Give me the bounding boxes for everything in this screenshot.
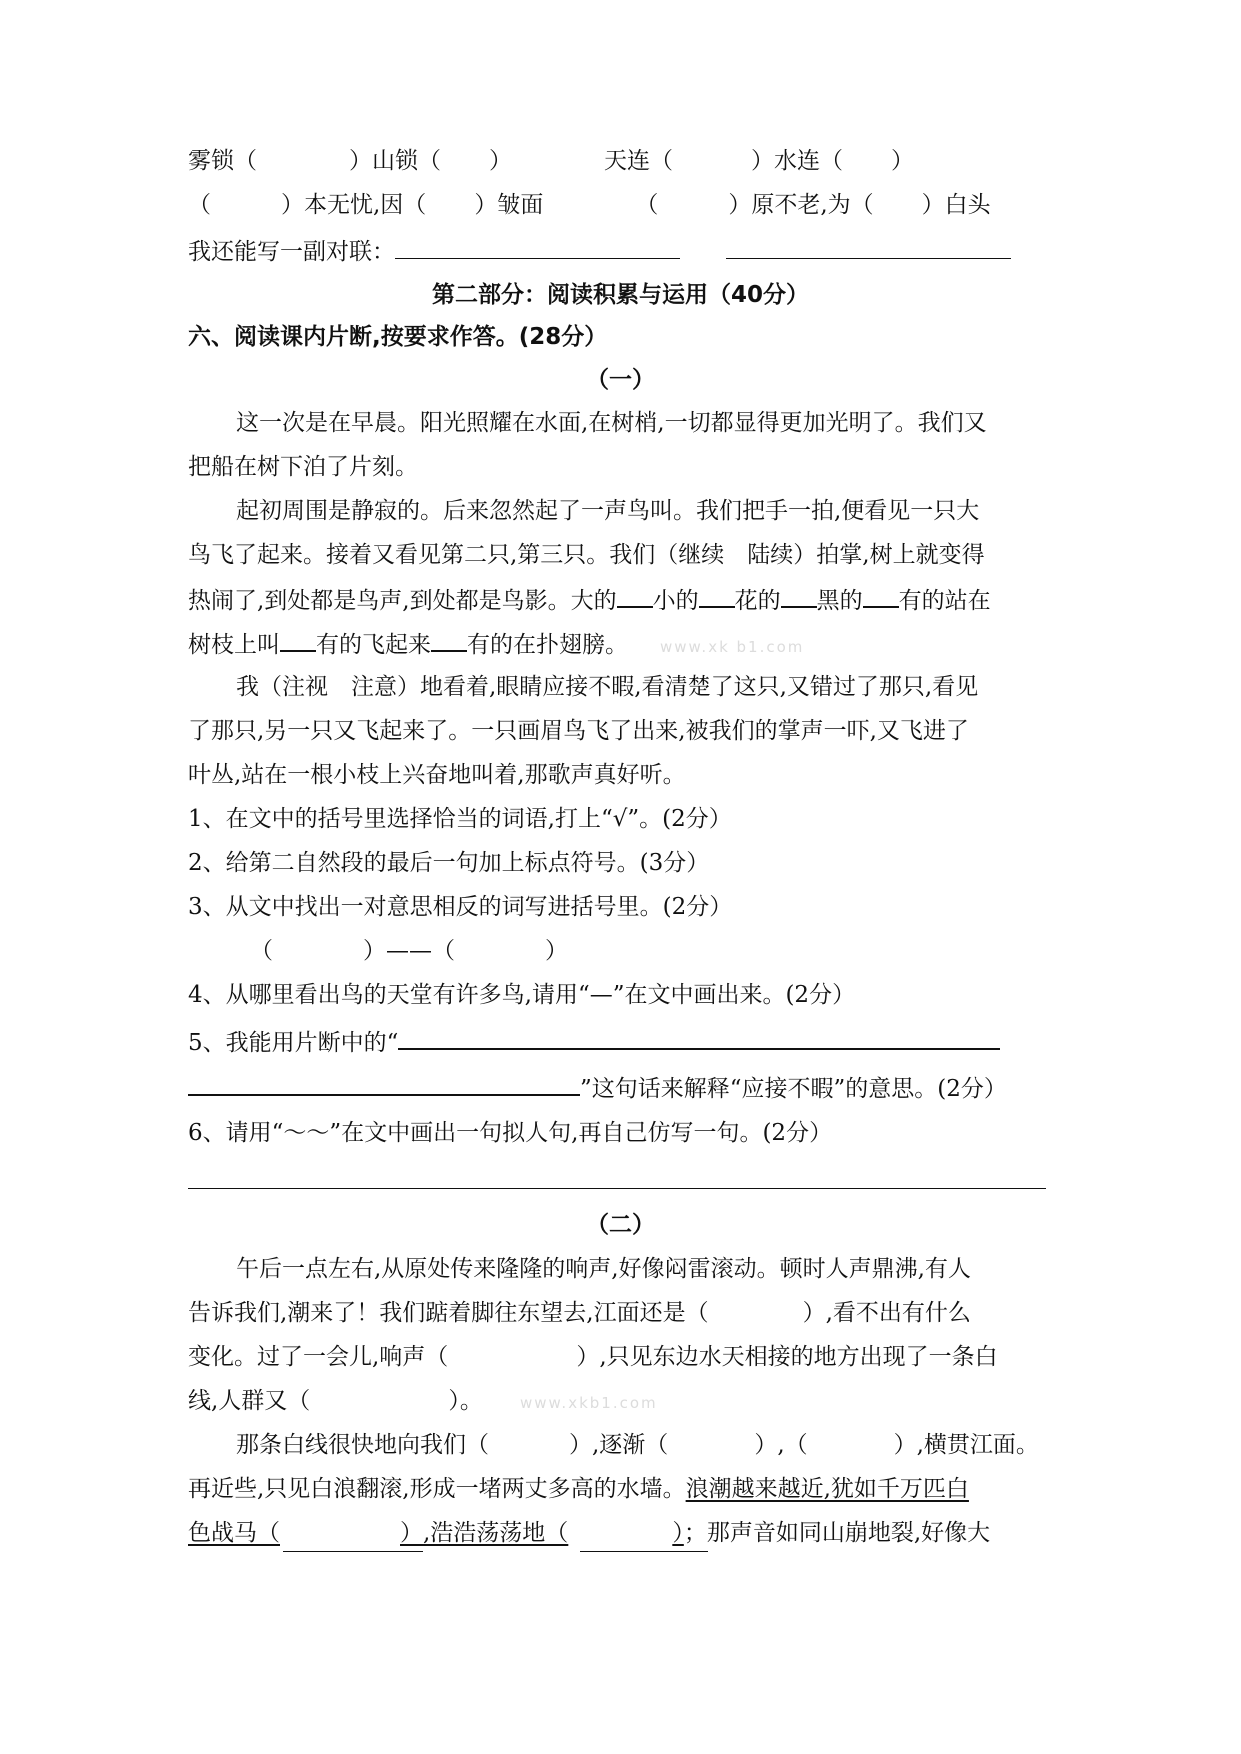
passage-heading: （一） [586,367,655,393]
text: 花的 [734,588,781,614]
text: 5、我能用片断中的“ [188,1030,399,1056]
text: 变化。过了一会儿,响声（ [188,1344,449,1370]
text: ；那声音如同山崩地裂,好像大 [683,1520,991,1546]
paragraph-line [188,1298,971,1328]
text: （ [250,938,273,964]
section-title: 六、阅读课内片断,按要求作答。(28分） [188,324,608,350]
paragraph-line [188,628,628,660]
couplet-line-3 [188,236,1011,267]
text: 色战马（ [188,1520,280,1546]
underlined-text [188,1520,684,1546]
paragraph-line: 这一次是在早晨。阳光照耀在水面,在树梢,一切都显得更加光明了。我们又 [236,410,987,436]
text: ）山锁（ [349,148,441,174]
question-3-blanks [250,936,568,966]
paragraph-line [188,1518,990,1548]
question-3: 3、从文中找出一对意思相反的词写进括号里。(2分） [188,894,733,920]
couplet-line-1 [188,146,914,176]
answer-blank[interactable] [398,1026,1000,1050]
question-5-line-2 [188,1072,1007,1104]
text: ）皱面 [474,192,544,218]
part-title: 第二部分：阅读积累与运用（40分） [431,282,809,308]
text: ） [545,938,568,964]
punct-blank[interactable] [781,584,817,608]
text: 热闹了,到处都是鸟声,到处都是鸟影。大的 [188,588,617,614]
text: 有的站在 [898,588,991,614]
paragraph-line [188,1342,998,1372]
paragraph-line: 起初周围是静寂的。后来忽然起了一声鸟叫。我们把手一拍,便看见一只大 [236,498,980,524]
text: 小的 [652,588,699,614]
text: ）白头 [921,192,991,218]
text: ）,看不出有什么 [802,1300,971,1326]
text: 线,人群又（ [188,1388,311,1414]
text: 告诉我们,潮来了！我们踮着脚往东望去,江面还是（ [188,1300,709,1326]
punct-blank[interactable] [699,584,735,608]
paragraph-line [188,1386,483,1416]
answer-blank[interactable] [395,236,680,259]
paragraph-line: 我（注视 注意）地看着,眼睛应接不暇,看清楚了这只,又错过了那只,看见 [236,674,979,700]
punct-blank[interactable] [280,628,316,652]
paragraph-line: 午后一点左右,从原处传来隆隆的响声,好像闷雷滚动。顿时人声鼎沸,有人 [236,1256,971,1282]
question-1: 1、在文中的括号里选择恰当的词语,打上“√”。(2分） [188,806,732,832]
text: ）,浩浩荡荡地（ [400,1520,569,1546]
paragraph-line [236,1430,1039,1460]
text: ） [489,148,512,174]
text: ）,（ [754,1432,808,1458]
text: （ [188,192,211,218]
text: 再近些,只见白浪翻滚,形成一堵两丈多高的水墙。 [188,1476,686,1502]
question-2: 2、给第二自然段的最后一句加上标点符号。(3分） [188,850,710,876]
text: 树枝上叫 [188,632,280,658]
punct-blank[interactable] [617,584,653,608]
passage-heading: （二） [586,1212,655,1238]
text: 有的飞起来 [316,632,431,658]
text: ”这句话来解释“应接不暇”的意思。(2分） [580,1076,1007,1102]
paragraph-line: 叶丛,站在一根小枝上兴奋地叫着,那歌声真好听。 [188,762,686,788]
paragraph-line [188,1474,969,1504]
text: ）原不老,为（ [728,192,874,218]
watermark: www.xkb1.com [520,1394,658,1412]
text: （ [635,192,659,218]
text: ）,横贯江面。 [893,1432,1039,1458]
text: ）。 [448,1388,483,1414]
underlined-text: 浪潮越来越近,犹如千万匹白 [685,1476,969,1502]
text: 天连（ [604,148,673,174]
text: ）——（ [363,938,455,964]
question-5-line-1 [188,1026,1000,1058]
answer-blank[interactable] [726,236,1011,259]
text: ）,逐渐（ [569,1432,669,1458]
underline [283,1551,423,1552]
text: ）水连（ [751,148,843,174]
text: 那条白线很快地向我们（ [236,1432,489,1458]
answer-line[interactable] [188,1188,1046,1189]
prompt: 我还能写一副对联： [188,239,395,265]
text: 黑的 [816,588,863,614]
watermark: www.xk b1.com [660,638,805,656]
text: ）,只见东边水天相接的地方出现了一条白 [576,1344,998,1370]
text: ） [891,148,914,174]
couplet-line-2 [188,190,991,220]
answer-blank[interactable] [188,1072,580,1096]
question-4: 4、从哪里看出鸟的天堂有许多鸟,请用“—”在文中画出来。(2分） [188,982,856,1008]
text: ） [672,1520,684,1546]
paragraph-line: 把船在树下泊了片刻。 [188,454,418,480]
punct-blank[interactable] [863,584,899,608]
underline [580,1551,708,1552]
paragraph-line [188,584,991,616]
text: 雾锁（ [188,148,257,174]
question-6: 6、请用“～～”在文中画出一句拟人句,再自己仿写一句。(2分） [188,1120,833,1146]
text: 有的在扑翅膀。 [467,632,628,658]
paragraph-line: 了那只,另一只又飞起来了。一只画眉鸟飞了出来,被我们的掌声一吓,又飞进了 [188,718,969,744]
punct-blank[interactable] [431,628,467,652]
paragraph-line: 鸟飞了起来。接着又看见第二只,第三只。我们（继续 陆续）拍掌,树上就变得 [188,542,985,568]
text: ）本无忧,因（ [281,192,427,218]
